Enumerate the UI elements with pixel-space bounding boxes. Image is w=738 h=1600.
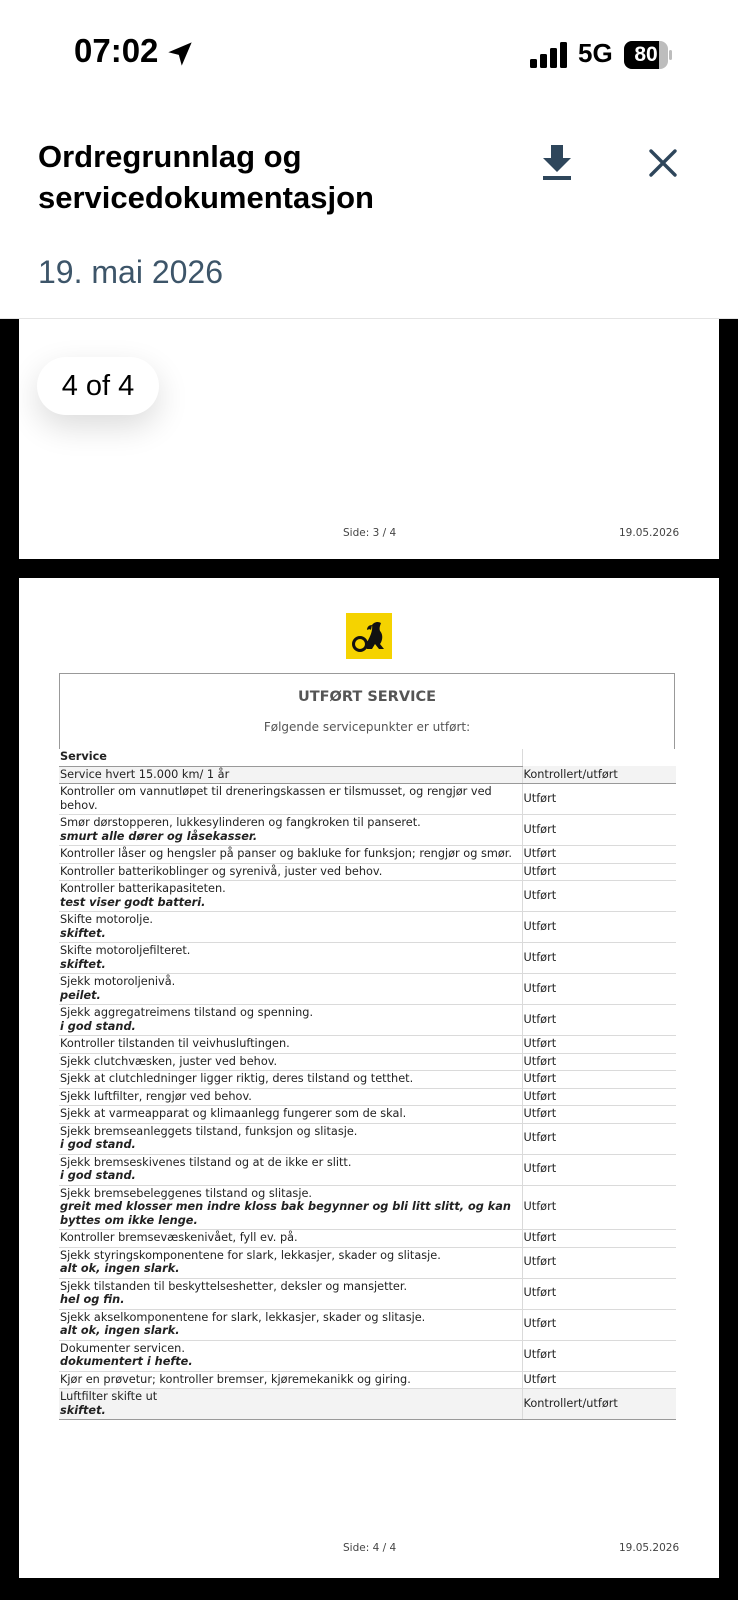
table-row	[59, 912, 676, 943]
service-item-text: Kontroller om vannutløpet til dreneringskassen er tilsmusset, og rengjør ved behov.	[60, 785, 492, 812]
table-row	[59, 1123, 676, 1154]
service-heading: UTFØRT SERVICE	[297, 689, 437, 705]
service-item-text: Sjekk tilstanden til beskyttelseshetter, deksler og mansjetter.	[60, 1279, 408, 1293]
download-icon[interactable]	[540, 145, 574, 181]
service-item-status: Utført	[522, 1230, 676, 1248]
service-item-text: Kjør en prøvetur; kontroller bremser, kjøremekanikk og giring.	[60, 1372, 411, 1386]
service-item-status: Utført	[522, 1106, 676, 1124]
service-item-note: test viser godt batteri.	[60, 895, 206, 909]
service-item-status: Utført	[522, 784, 676, 815]
page-3-footer-date: 19.05.2026	[619, 527, 680, 539]
table-row	[59, 1230, 676, 1248]
page-indicator: 4 of 4	[37, 357, 159, 415]
document-date: 19. mai 2026	[38, 254, 224, 290]
service-item-note: dokumentert i hefte.	[60, 1355, 193, 1368]
service-item-text: Kontroller bremsevæskenivået, fyll ev. på.	[60, 1231, 298, 1244]
service-item-status: Utført	[522, 1340, 676, 1371]
extra-item-row	[59, 1389, 676, 1420]
service-item-status: Utført	[522, 974, 676, 1005]
service-item-status: Utført	[522, 1005, 676, 1036]
table-row	[59, 1088, 676, 1106]
service-table	[59, 749, 676, 1420]
service-item-note: i god stand.	[60, 1169, 136, 1182]
service-item-status: Utført	[522, 1247, 676, 1278]
service-item-text: Kontroller tilstanden til veivhusluftingen.	[60, 1037, 290, 1050]
service-item-text: Sjekk clutchvæsken, juster ved behov.	[60, 1054, 278, 1068]
table-row	[59, 1053, 676, 1071]
table-header-row	[59, 749, 676, 766]
table-row	[59, 1106, 676, 1124]
service-item-status: Utført	[522, 1371, 676, 1389]
service-item-status: Utført	[522, 1088, 676, 1106]
service-item-text: Sjekk bremseanleggets tilstand, funksjon og slitasje.	[60, 1124, 358, 1138]
service-item-text: Kontroller batterikoblinger og syrenivå, juster ved behov.	[60, 864, 383, 878]
table-row	[59, 1185, 676, 1230]
table-row	[59, 1036, 676, 1054]
table-row	[59, 1340, 676, 1371]
table-row	[59, 1154, 676, 1185]
title-line-1: Ordregrunnlag og	[38, 139, 302, 174]
page-4-footer-number: Side: 4 / 4	[343, 1542, 397, 1554]
lion-logo-icon	[346, 613, 392, 659]
table-row	[59, 863, 676, 881]
service-item-note: hel og fin.	[60, 1293, 125, 1306]
page-3-footer-number: Side: 3 / 4	[343, 527, 397, 539]
service-item-text: Sjekk aggregatreimens tilstand og spenning.	[60, 1006, 314, 1019]
table-header-service: Service	[59, 749, 522, 766]
service-subheading: Følgende servicepunkter er utført:	[263, 720, 471, 734]
service-item-note: alt ok, ingen slark.	[60, 1262, 180, 1275]
service-item-status: Utført	[522, 1053, 676, 1071]
service-heading-box	[59, 673, 675, 749]
extra-item-status: Kontrollert/utført	[522, 1389, 676, 1420]
document-page-4	[19, 578, 719, 1578]
section-status: Kontrollert/utført	[522, 766, 676, 784]
table-row	[59, 943, 676, 974]
service-item-status: Utført	[522, 881, 676, 912]
service-item-status: Utført	[522, 1309, 676, 1340]
service-item-status: Utført	[522, 815, 676, 846]
close-icon[interactable]	[648, 148, 678, 178]
service-item-status: Utført	[522, 1185, 676, 1230]
document-page-3	[19, 319, 719, 559]
service-item-note: greit med klosser men indre kloss bak begynner og bli litt slitt, og kan byttes om ikke lenge.	[60, 1200, 511, 1227]
service-item-text: Smør dørstopperen, lukkesylinderen og fangkroken til panseret.	[60, 816, 421, 829]
table-row	[59, 1005, 676, 1036]
service-item-text: Sjekk styringskomponentene for slark, lekkasjer, skader og slitasje.	[60, 1248, 441, 1262]
table-row	[59, 846, 676, 864]
battery-level: 80	[634, 43, 658, 66]
service-item-text: Skifte motorolje.	[60, 913, 153, 926]
service-item-note: peilet.	[60, 988, 101, 1002]
service-item-text: Sjekk bremseskivenes tilstand og at de ikke er slitt.	[60, 1155, 352, 1169]
service-item-status: Utført	[522, 1036, 676, 1054]
status-time: 07:02	[74, 32, 159, 69]
service-item-status: Utført	[522, 912, 676, 943]
service-item-text: Sjekk luftfilter, rengjør ved behov.	[60, 1089, 252, 1103]
service-item-status: Utført	[522, 1154, 676, 1185]
table-row	[59, 881, 676, 912]
service-item-text: Sjekk akselkomponentene for slark, lekkasjer, skader og slitasje.	[60, 1310, 426, 1324]
service-item-text: Sjekk at varmeapparat og klimaanlegg fungerer som de skal.	[60, 1107, 407, 1120]
service-item-status: Utført	[522, 943, 676, 974]
service-item-text: Kontroller batterikapasiteten.	[60, 882, 226, 895]
extra-item-name: Luftfilter skifte ut	[60, 1390, 158, 1403]
service-item-text: Dokumenter servicen.	[60, 1341, 185, 1355]
service-item-note: i god stand.	[60, 1019, 136, 1033]
service-item-status: Utført	[522, 1123, 676, 1154]
section-name: Service hvert 15.000 km/ 1 år	[59, 766, 522, 784]
table-row	[59, 974, 676, 1005]
service-item-note: alt ok, ingen slark.	[60, 1324, 180, 1337]
service-item-status: Utført	[522, 1278, 676, 1309]
service-item-note: i god stand.	[60, 1138, 136, 1151]
table-row	[59, 784, 676, 815]
cellular-signal-icon	[530, 42, 568, 68]
service-item-note: skiftet.	[60, 926, 106, 940]
table-row	[59, 1309, 676, 1340]
service-item-status: Utført	[522, 846, 676, 864]
table-row	[59, 815, 676, 846]
table-row	[59, 1278, 676, 1309]
service-item-status: Utført	[522, 863, 676, 881]
location-arrow-icon	[166, 40, 194, 68]
service-item-text: Sjekk bremsebeleggenes tilstand og slitasje.	[60, 1186, 313, 1200]
table-row	[59, 1071, 676, 1089]
network-type: 5G	[578, 38, 613, 68]
title-line-2: servicedokumentasjon	[38, 180, 374, 215]
service-item-note: smurt alle dører og låsekasser.	[60, 829, 258, 843]
service-item-text: Skifte motoroljefilteret.	[60, 944, 191, 957]
service-item-status: Utført	[522, 1071, 676, 1089]
service-item-text: Sjekk at clutchledninger ligger riktig, deres tilstand og tetthet.	[60, 1072, 414, 1085]
service-item-text: Sjekk motoroljenivå.	[60, 975, 176, 988]
extra-item-note: skiftet.	[60, 1403, 106, 1417]
table-row	[59, 1371, 676, 1389]
service-item-note: skiftet.	[60, 957, 106, 971]
table-row	[59, 1247, 676, 1278]
page-4-footer-date: 19.05.2026	[619, 1542, 680, 1554]
service-item-text: Kontroller låser og hengsler på panser og bakluke for funksjon; rengjør og smør.	[60, 847, 512, 860]
page-title	[38, 136, 478, 218]
section-row	[59, 766, 676, 784]
